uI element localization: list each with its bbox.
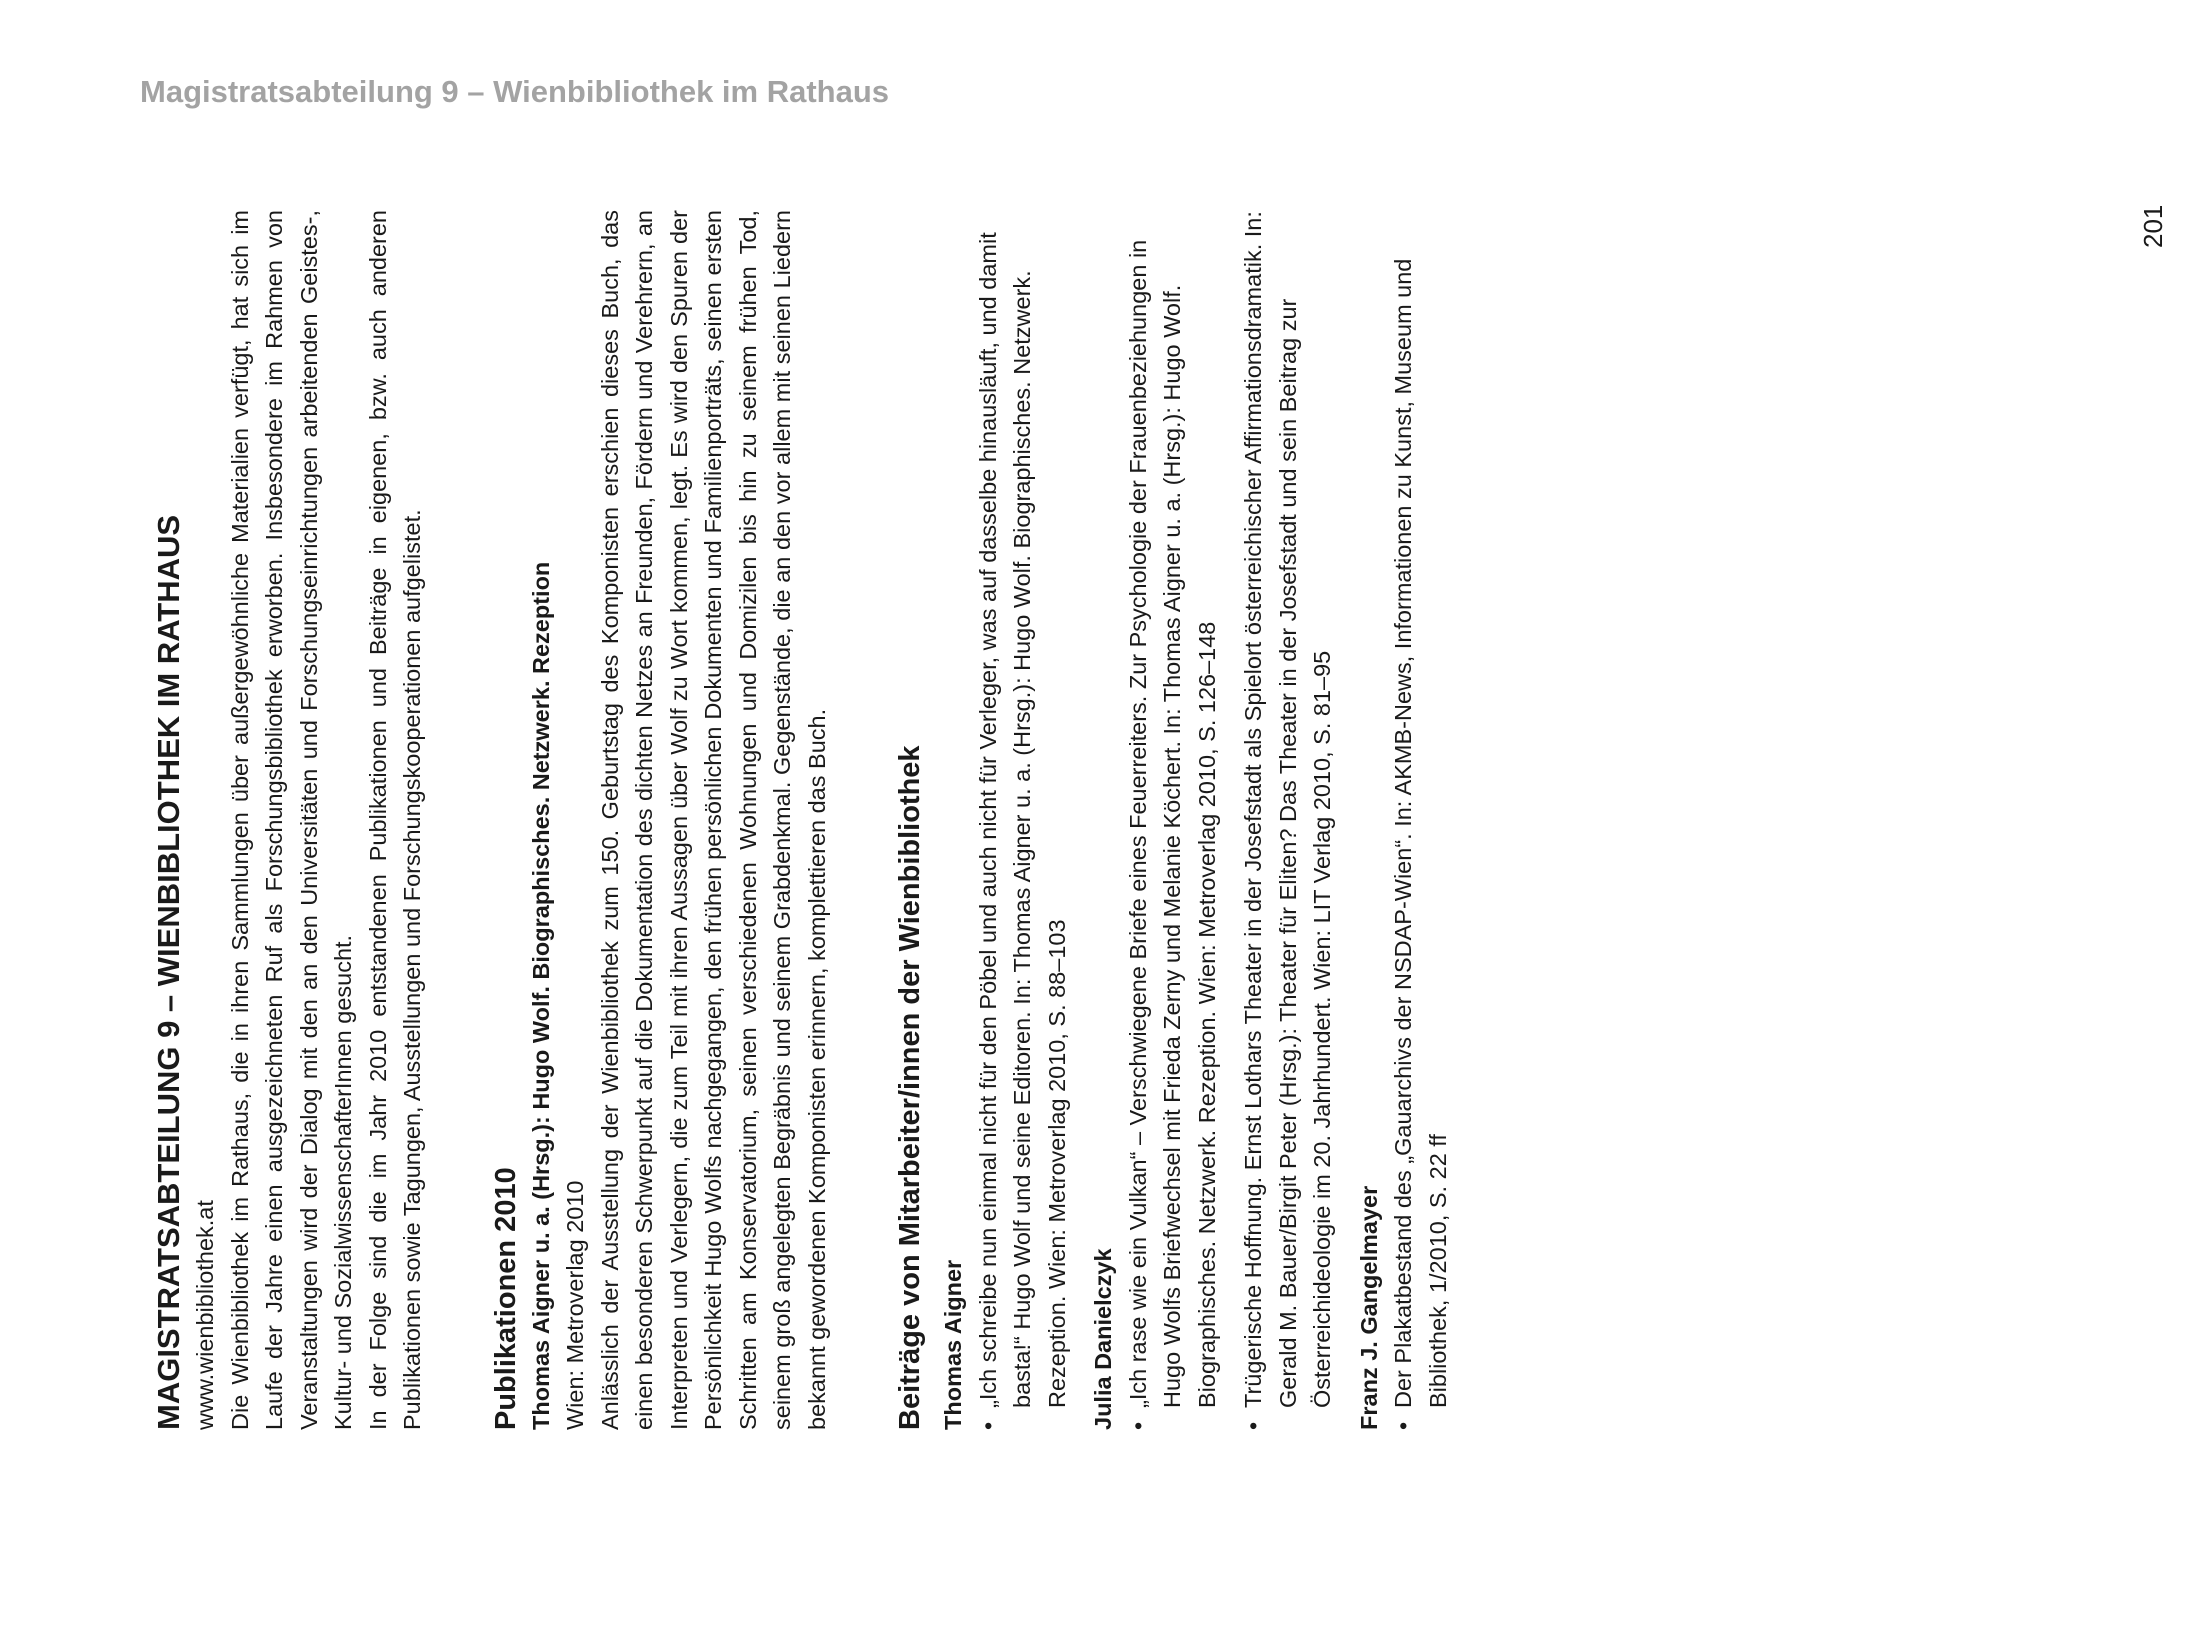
publications-heading: Publikationen 2010 <box>489 1167 522 1430</box>
list-item <box>1236 210 1340 1430</box>
list-item <box>1121 210 1225 1430</box>
page-number: 201 <box>2138 204 2168 248</box>
list-item <box>1386 210 1455 1430</box>
entry-text: Der Plakatbestand des „Gauarchivs der NSDAP-Wien“. In: AKMB-News, Informationen zu Kunst, Museum und Bibliothek, 1/2010, S. 22 ff <box>1390 258 1451 1408</box>
intro-paragraph-2: In der Folge sind die im Jahr 2010 entstandenen Publikationen und Beiträge in eigenen, bzw. auch anderen Publikationen sowie Tagungen, Ausstellungen und Forschungskooperationen aufgelistet. <box>364 210 425 1430</box>
page-title: MAGISTRATSABTEILUNG 9 – WIENBIBLIOTHEK IM RATHAUS <box>151 514 186 1430</box>
running-head: Magistratsabteilung 9 – Wienbibliothek im Rathaus <box>140 74 890 109</box>
author-name: Thomas Aigner <box>940 1259 966 1430</box>
website-link[interactable]: www.wienbibliothek.at <box>192 1200 218 1430</box>
bullet-icon: • <box>1240 1421 1266 1430</box>
intro-paragraph: Die Wienbibliothek im Rathaus, die in ihren Sammlungen über außergewöhnliche Materialien verfügt, hat sich im Laufe der Jahre einen ausgezeichneten Ruf als Forschungsbibliothek erworben. Insbesondere im Rahmen von Veranstaltungen wird der Dialog mit den an den Universitäten und Forschungseinrichtungen arbeitenden Geistes-, Kultur- und SozialwissenschafterInnen gesucht. <box>226 210 356 1430</box>
publication-title: Thomas Aigner u. a. (Hrsg.): Hugo Wolf. Biographisches. Netzwerk. Rezeption <box>527 561 554 1430</box>
bullet-icon: • <box>974 1421 1001 1430</box>
bullet-icon: • <box>1390 1421 1416 1430</box>
contributions-heading: Beiträge von Mitarbeiter/innen der Wienbibliothek <box>894 745 926 1430</box>
author-name: Franz J. Gangelmayer <box>1355 1185 1382 1430</box>
list-item <box>971 210 1075 1430</box>
page-content <box>150 210 2100 1430</box>
publication-publisher: Wien: Metroverlag 2010 <box>562 1180 588 1430</box>
bullet-icon: • <box>1124 1421 1151 1430</box>
entry-text: „Ich schreibe nun einmal nicht für den Pöbel und auch nicht für Verleger, was auf dasselbe hinausläuft, und damit basta!“ Hugo Wolf und seine Editoren. In: Thomas Aigner u. a. (Hrsg.): Hugo Wolf. Biographisches. Netzwerk. Rezeption. Wien: Metroverlag 2010, S. 88–103 <box>974 232 1070 1408</box>
entry-text: „Ich rase wie ein Vulkan“ – Verschwiegene Briefe eines Feuerreiters. Zur Psychologie der Frauenbeziehungen in Hugo Wolfs Briefwechsel mit Frieda Zerny und Melanie Köchert. In: Thomas Aigner u. a. (Hrsg.): Hugo Wolf. Biographisches. Netzwerk. Rezeption. Wien: Metroverlag 2010, S. 126–148 <box>1124 239 1220 1408</box>
author-name: Julia Danielczyk <box>1090 1248 1116 1430</box>
publication-description: Anlässlich der Ausstellung der Wienbibliothek zum 150. Geburtstag des Komponisten erschien dieses Buch, das einen besonderen Schwerpunkt auf die Dokumentation des dichten Netzes an Freunden, Fördern und Verehrern, an Interpreten und Verlegern, die zum Teil mit ihren Aussagen über Wolf zu Wort kommen, legt. Es wird den Spuren der Persönlichkeit Hugo Wolfs nachgegangen, den frühen persönlichen Dokumenten und Familienporträts, seinen ersten Schritten am Konservatorium, seinen verschiedenen Wohnungen und Domizilen bis hin zu seinem frühen Tod, seinem groß angelegten Begräbnis und seinem Grabdenkmal. Gegenstände, die an den vor allem mit seinen Liedern bekannt gewordenen Komponisten erinnern, komplettieren das Buch. <box>596 210 830 1430</box>
entry-text: Trügerische Hoffnung. Ernst Lothars Theater in der Josefstadt als Spielort österreichischer Affirmationsdramatik. In: Gerald M. Bauer/Birgit Peter (Hrsg.): Theater für Eliten? Das Theater in der Josefstadt und sein Beitrag zur Österreichideologie im 20. Jahrhundert. Wien: LIT Verlag 2010, S. 81–95 <box>1240 211 1335 1408</box>
